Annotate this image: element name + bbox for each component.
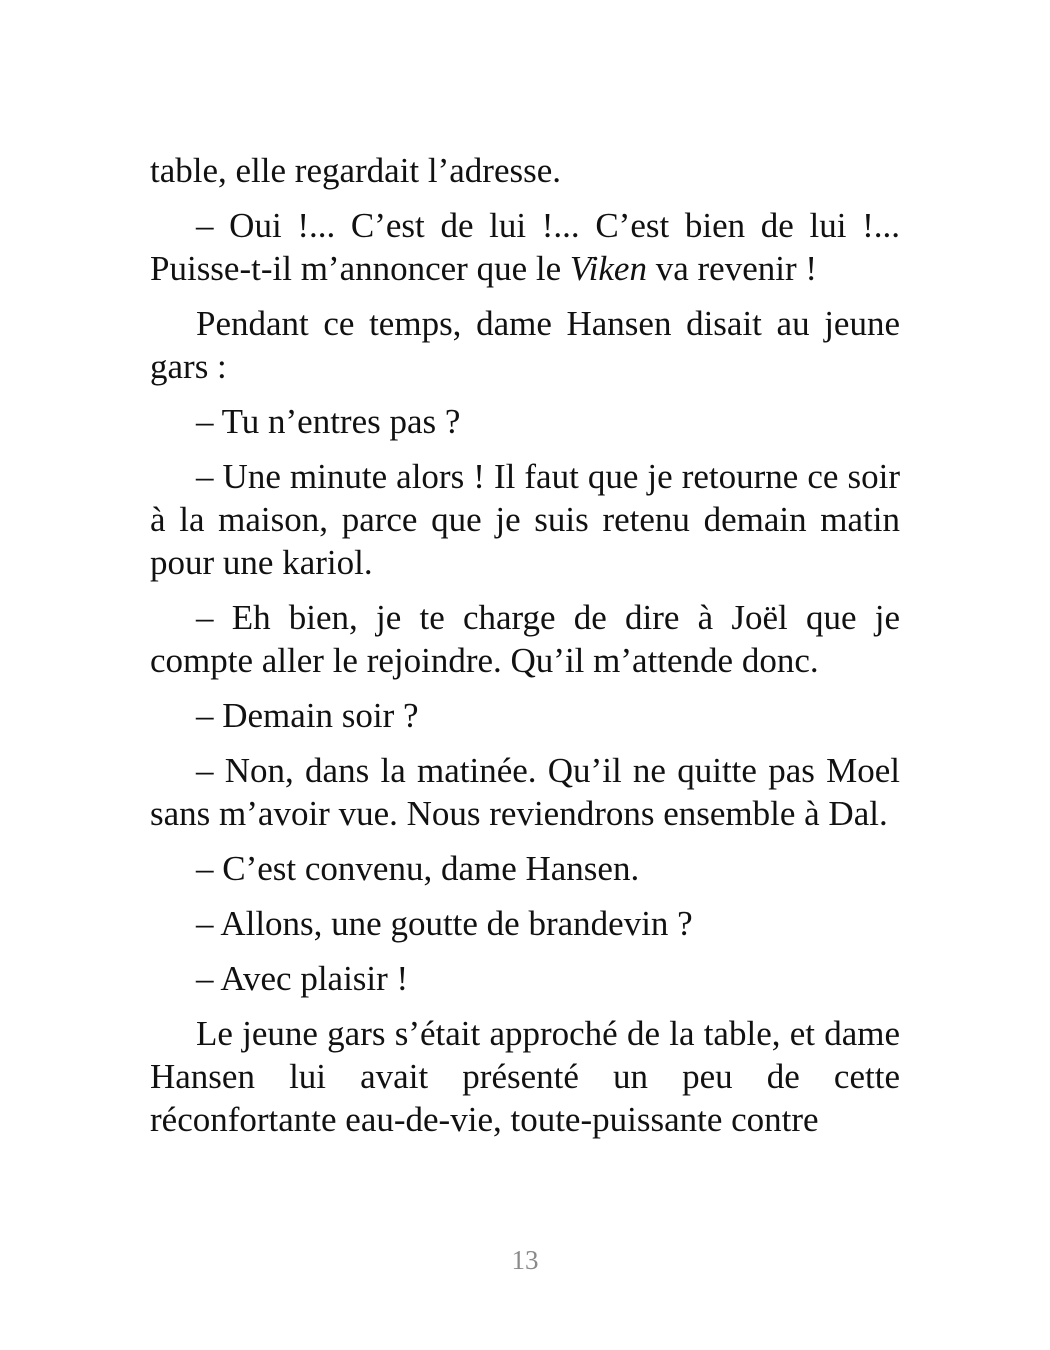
- paragraph-dialogue: – Non, dans la matinée. Qu’il ne quitte pas Moel sans m’avoir vue. Nous reviendrons ensemble à Dal.: [150, 751, 900, 833]
- paragraph-dialogue: [150, 204, 900, 290]
- paragraph-dialogue: – Eh bien, je te charge de dire à Joël que je compte aller le rejoindre. Qu’il m’attende donc.: [150, 598, 900, 680]
- dialogue-text-end: va revenir !: [646, 249, 818, 288]
- paragraph-dialogue: – Une minute alors ! Il faut que je retourne ce soir à la maison, parce que je suis retenu demain matin pour une kariol.: [150, 457, 900, 582]
- page-body: [150, 149, 900, 1153]
- paragraph-continued: table, elle regardait l’adresse.: [150, 151, 562, 190]
- paragraph-dialogue: – Avec plaisir !: [196, 959, 409, 998]
- paragraph-narration: Pendant ce temps, dame Hansen disait au jeune gars :: [150, 304, 900, 386]
- paragraph-dialogue: – Tu n’entres pas ?: [196, 402, 461, 441]
- paragraph-dialogue: – Demain soir ?: [196, 696, 419, 735]
- page-number: 13: [511, 1245, 539, 1275]
- paragraph-dialogue: – C’est convenu, dame Hansen.: [196, 849, 640, 888]
- dialogue-text: – Oui !... C’est de lui !... C’est bien de lui !... Puisse-t-il m’annoncer que le: [150, 206, 900, 288]
- paragraph-dialogue: – Allons, une goutte de brandevin ?: [196, 904, 693, 943]
- paragraph-narration: Le jeune gars s’était approché de la table, et dame Hansen lui avait présenté un peu de cette réconfortante eau-de-vie, toute-puissante contre: [150, 1014, 900, 1139]
- ship-name-italic: Viken: [569, 249, 647, 288]
